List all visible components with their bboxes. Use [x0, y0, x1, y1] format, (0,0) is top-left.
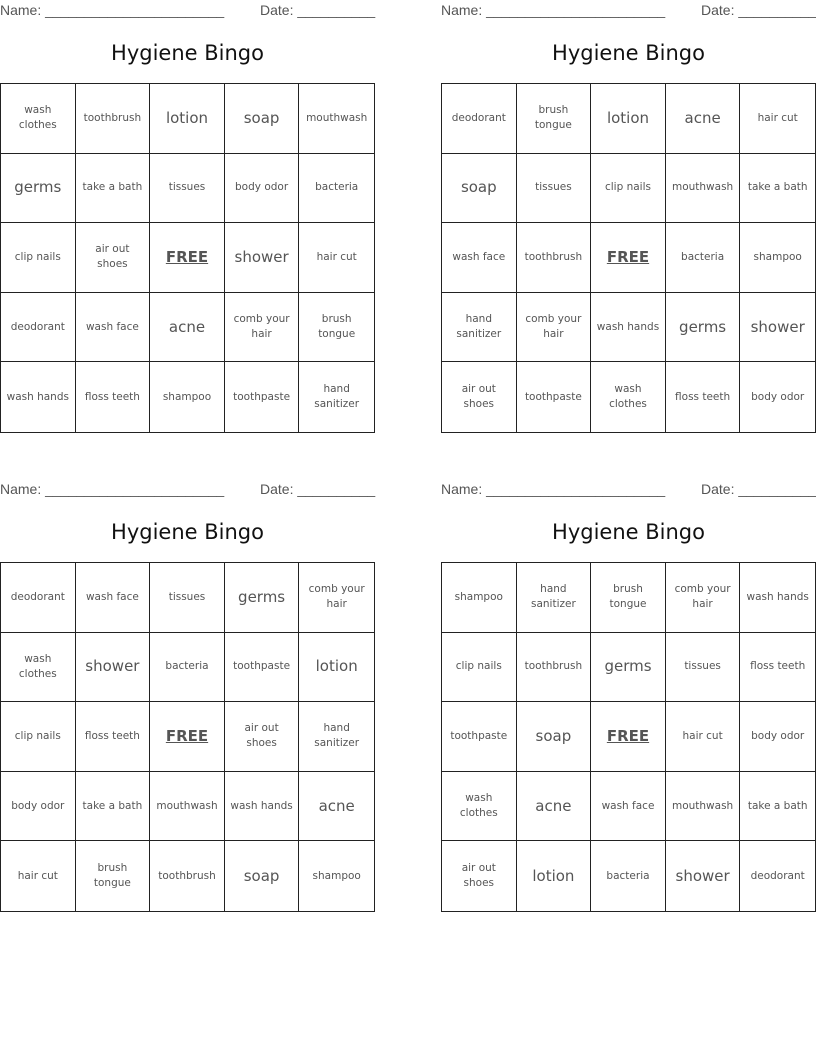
card-header — [0, 2, 375, 22]
bingo-cell[interactable]: soap — [225, 841, 300, 911]
bingo-cell[interactable]: wash hands — [225, 772, 300, 842]
bingo-cell[interactable]: lotion — [150, 84, 225, 154]
bingo-cell[interactable]: comb your hair — [517, 293, 592, 363]
bingo-grid — [441, 83, 816, 433]
bingo-cell[interactable]: soap — [442, 154, 517, 224]
bingo-cell[interactable]: germs — [666, 293, 741, 363]
bingo-cell[interactable]: toothbrush — [150, 841, 225, 911]
bingo-cell[interactable]: mouthwash — [666, 772, 741, 842]
bingo-cell[interactable]: body odor — [751, 390, 805, 403]
bingo-grid — [0, 562, 375, 912]
bingo-cell[interactable]: hair cut — [666, 702, 741, 772]
bingo-cell[interactable]: clip nails — [442, 633, 517, 703]
bingo-cell[interactable]: wash face — [442, 223, 517, 293]
bingo-cell[interactable]: germs — [1, 154, 76, 224]
bingo-cell[interactable]: hand sanitizer — [442, 293, 517, 363]
bingo-cell[interactable]: deodorant — [1, 293, 76, 363]
date-field[interactable]: Date: __________ — [260, 481, 376, 497]
bingo-cell[interactable]: tissues — [150, 563, 225, 633]
bingo-cell[interactable]: shampoo — [312, 869, 361, 882]
bingo-cell[interactable]: wash clothes — [442, 772, 517, 842]
bingo-cell[interactable]: acne — [299, 772, 374, 842]
bingo-cell[interactable]: toothbrush — [517, 633, 592, 703]
bingo-cell[interactable]: brush tongue — [517, 84, 592, 154]
bingo-cell[interactable]: mouthwash — [666, 154, 741, 224]
bingo-cell[interactable]: toothpaste — [225, 633, 300, 703]
bingo-cell[interactable]: tissues — [666, 633, 741, 703]
bingo-cell[interactable]: wash hands — [591, 293, 666, 363]
date-field[interactable]: Date: __________ — [260, 2, 376, 18]
bingo-cell[interactable]: toothpaste — [517, 362, 592, 432]
free-space-cell[interactable]: FREE — [591, 702, 666, 772]
bingo-cell[interactable]: air out shoes — [442, 841, 517, 911]
bingo-cell[interactable]: air out shoes — [442, 362, 517, 432]
bingo-cell[interactable]: wash face — [591, 772, 666, 842]
bingo-cell[interactable]: hand sanitizer — [517, 563, 592, 633]
bingo-cell[interactable]: shampoo — [740, 223, 815, 293]
card-header — [441, 481, 816, 501]
bingo-cell[interactable]: floss teeth — [76, 702, 151, 772]
bingo-cell[interactable]: clip nails — [1, 223, 76, 293]
bingo-cell[interactable]: body odor — [740, 702, 815, 772]
bingo-cell[interactable]: wash hands — [740, 563, 815, 633]
bingo-cell[interactable]: tissues — [517, 154, 592, 224]
bingo-cell[interactable]: brush tongue — [76, 841, 151, 911]
bingo-cell[interactable]: air out shoes — [225, 702, 300, 772]
card-title: Hygiene Bingo — [111, 41, 264, 65]
date-field[interactable]: Date: __________ — [701, 2, 816, 18]
bingo-cell[interactable]: lotion — [517, 841, 592, 911]
bingo-cell[interactable]: shampoo — [442, 563, 517, 633]
bingo-cell[interactable]: shampoo — [150, 362, 225, 432]
bingo-cell[interactable]: comb your hair — [225, 293, 300, 363]
bingo-cell[interactable]: hair cut — [299, 223, 374, 293]
name-field[interactable]: Name: _______________________ — [0, 481, 225, 497]
bingo-cell[interactable]: bacteria — [666, 223, 741, 293]
bingo-cell[interactable]: body odor — [225, 154, 300, 224]
bingo-cell[interactable]: take a bath — [740, 772, 815, 842]
free-space-cell[interactable]: FREE — [150, 223, 225, 293]
bingo-cell[interactable]: shower — [666, 841, 741, 911]
bingo-cell[interactable]: hand sanitizer — [314, 383, 360, 411]
bingo-cell[interactable]: soap — [517, 702, 592, 772]
bingo-cell[interactable]: floss teeth — [76, 362, 151, 432]
bingo-cell[interactable]: acne — [517, 772, 592, 842]
bingo-cell[interactable]: mouthwash — [299, 84, 374, 154]
bingo-cell[interactable]: lotion — [591, 84, 666, 154]
card-title: Hygiene Bingo — [552, 41, 705, 65]
card-header — [441, 2, 816, 22]
name-field[interactable]: Name: _______________________ — [441, 481, 666, 497]
bingo-grid — [0, 83, 375, 433]
bingo-cell[interactable]: comb your hair — [299, 563, 374, 633]
bingo-cell[interactable]: germs — [225, 563, 300, 633]
bingo-cell[interactable]: deodorant — [1, 563, 76, 633]
bingo-grid — [441, 562, 816, 912]
bingo-cell[interactable]: hand sanitizer — [299, 702, 374, 772]
bingo-cell[interactable]: take a bath — [76, 772, 151, 842]
bingo-cell[interactable]: germs — [591, 633, 666, 703]
bingo-cell[interactable]: toothpaste — [442, 702, 517, 772]
bingo-cell[interactable]: shower — [225, 223, 300, 293]
card-title: Hygiene Bingo — [552, 520, 705, 544]
bingo-cell[interactable]: clip nails — [1, 702, 76, 772]
card-header — [0, 481, 375, 501]
card-title: Hygiene Bingo — [111, 520, 264, 544]
bingo-cell[interactable]: deodorant — [750, 869, 805, 882]
bingo-cell[interactable]: take a bath — [76, 154, 151, 224]
name-field[interactable]: Name: _______________________ — [0, 2, 225, 18]
bingo-cell[interactable]: floss teeth — [666, 362, 741, 432]
bingo-cell[interactable]: wash clothes — [1, 84, 76, 154]
bingo-cell[interactable]: hair cut — [740, 84, 815, 154]
bingo-cell[interactable]: hair cut — [1, 841, 76, 911]
bingo-cell[interactable]: lotion — [299, 633, 374, 703]
bingo-cell[interactable]: wash clothes — [591, 362, 666, 432]
bingo-cell[interactable]: floss teeth — [740, 633, 815, 703]
name-field[interactable]: Name: _______________________ — [441, 2, 666, 18]
bingo-cell[interactable]: acne — [150, 293, 225, 363]
bingo-cell[interactable]: toothpaste — [225, 362, 300, 432]
bingo-cell[interactable]: shower — [740, 293, 815, 363]
bingo-cell[interactable]: bacteria — [299, 154, 374, 224]
bingo-cell[interactable]: toothbrush — [517, 223, 592, 293]
bingo-cell[interactable]: wash clothes — [1, 633, 76, 703]
bingo-cell[interactable]: comb your hair — [666, 563, 741, 633]
bingo-cell[interactable]: brush tongue — [299, 293, 374, 363]
bingo-cell[interactable]: deodorant — [442, 84, 517, 154]
bingo-cell[interactable]: brush tongue — [591, 563, 666, 633]
bingo-cell[interactable]: wash face — [76, 293, 151, 363]
bingo-cell[interactable]: clip nails — [591, 154, 666, 224]
bingo-cell[interactable]: bacteria — [150, 633, 225, 703]
bingo-cell[interactable]: wash hands — [1, 362, 76, 432]
bingo-cell[interactable]: body odor — [1, 772, 76, 842]
bingo-cell[interactable]: soap — [225, 84, 300, 154]
free-space-cell[interactable]: FREE — [150, 702, 225, 772]
bingo-cell[interactable]: mouthwash — [150, 772, 225, 842]
bingo-cell[interactable]: tissues — [150, 154, 225, 224]
bingo-cell[interactable]: acne — [666, 84, 741, 154]
date-field[interactable]: Date: __________ — [701, 481, 816, 497]
bingo-cell[interactable]: wash face — [76, 563, 151, 633]
bingo-cell[interactable]: bacteria — [591, 841, 666, 911]
free-space-cell[interactable]: FREE — [591, 223, 666, 293]
bingo-cell[interactable]: air out shoes — [76, 223, 151, 293]
bingo-cell[interactable]: shower — [76, 633, 151, 703]
bingo-cell[interactable]: take a bath — [740, 154, 815, 224]
bingo-cell[interactable]: toothbrush — [76, 84, 151, 154]
